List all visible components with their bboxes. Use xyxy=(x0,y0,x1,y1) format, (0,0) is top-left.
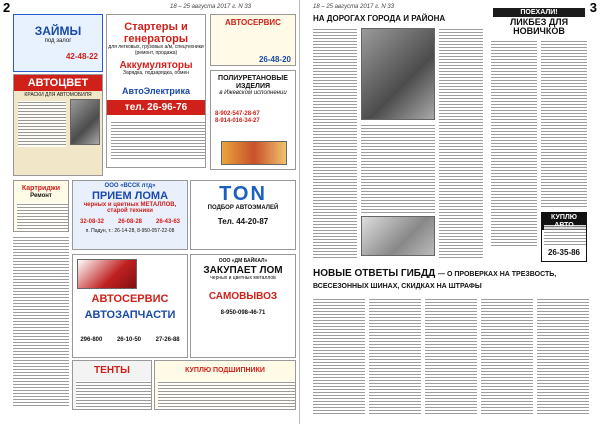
autoservice-main-ad: АВТОСЕРВИС АВТОЗАПЧАСТИ 296-800 26-10-50 27-26-88 xyxy=(72,254,188,358)
autoservice-phones: 296-800 26-10-50 27-26-88 xyxy=(80,337,180,344)
zakupaet-ad: ООО «ДМ БАЙКАЛ» ЗАКУПАЕТ ЛОМ черных и цветных металлов САМОВЫВОЗ 8-950-098-46-71 xyxy=(190,254,296,358)
parts-photo xyxy=(221,141,287,165)
news-photo-1 xyxy=(361,28,435,120)
starters-ad: Стартеры и генераторы для легковых, грузовых а/м, спецтехники (ремонт, продажа) Аккумуляторы Зарядка, подзарядка, обмен АвтоЭлектрика тел. 26-96-76 xyxy=(106,14,206,168)
right-page-number: 3 xyxy=(589,0,597,15)
left-column-text xyxy=(13,236,69,406)
kuplyu-auto-ad: КУПЛЮ 26-35-86 xyxy=(541,212,587,262)
headline-tail: — О ПРОВЕРКАХ НА ТРЕЗВОСТЬ, ВСЕСЕЗОННЫХ ШИНАХ, СКИДКАХ НА ШТРАФЫ xyxy=(313,271,557,290)
headline-main-wrap xyxy=(313,268,587,292)
right-issue-line: 18 – 25 августа 2017 г. N 33 xyxy=(313,4,395,10)
headline-right: ЛИКБЕЗ ДЛЯ НОВИЧКОВ xyxy=(509,17,569,37)
car-photo xyxy=(77,259,137,289)
bearings-ad: КУПЛЮ ПОДШИПНИКИ xyxy=(154,360,296,410)
paint-photo xyxy=(70,99,100,145)
loans-ad: ЗАЙМЫ под залог 42-48-22 xyxy=(13,14,103,72)
bottom-col-3 xyxy=(425,298,477,414)
starters-list xyxy=(111,121,206,161)
headline-left: НА ДОРОГАХ ГОРОДА И РАЙОНА xyxy=(313,14,446,23)
avtotsvet-text xyxy=(18,101,66,147)
tenty-ad: ТЕНТЫ xyxy=(72,360,152,410)
likbez-col-2 xyxy=(541,40,587,208)
bottom-col-2 xyxy=(369,298,421,414)
autoservice-top-ad: АВТОСЕРВИС 26-48-20 xyxy=(210,14,296,66)
news-photo-2 xyxy=(361,216,435,256)
left-page-number: 2 xyxy=(3,0,11,15)
ton-ad: TON ПОДБОР АВТОЭМАЛЕЙ Тел. 44-20-87 xyxy=(190,180,296,250)
avtotsvet-ad: АВТОЦВЕТ КРАСКИ ДЛЯ АВТОМОБИЛЯ xyxy=(13,74,103,176)
bottom-col-1 xyxy=(313,298,365,414)
poehali-logo: ПОЕХАЛИ! xyxy=(493,8,585,17)
poly-ad: ПОЛИУРЕТАНОВЫЕ ИЗДЕЛИЯ в Ижевском исполнении 8-902-547-28-67 8-914-016-34-27 xyxy=(210,70,296,170)
bottom-col-5 xyxy=(537,298,589,414)
bssk-phones: 32-08-32 26-08-28 26-43-63 xyxy=(79,218,181,225)
left-issue-line: 18 – 25 августа 2017 г. N 33 xyxy=(170,4,252,10)
cartridge-ad: Картриджи Ремонт xyxy=(13,180,69,232)
news-col-2 xyxy=(439,28,483,260)
right-page xyxy=(301,0,600,424)
bssk-ad: ООО «ВССК лтд» ПРИЕМ ЛОМА черных и цветных МЕТАЛЛОВ, старой техники 32-08-32 26-08-28 26-43-63 п. Падун, т.: 26-14-28, 8-950-057-22-08 xyxy=(72,180,188,250)
bottom-col-4 xyxy=(481,298,533,414)
headline-main: НОВЫЕ ОТВЕТЫ ГИБДД xyxy=(313,268,436,279)
news-col-3 xyxy=(361,124,435,214)
news-col-1 xyxy=(313,28,357,260)
likbez-col-1 xyxy=(491,40,537,248)
